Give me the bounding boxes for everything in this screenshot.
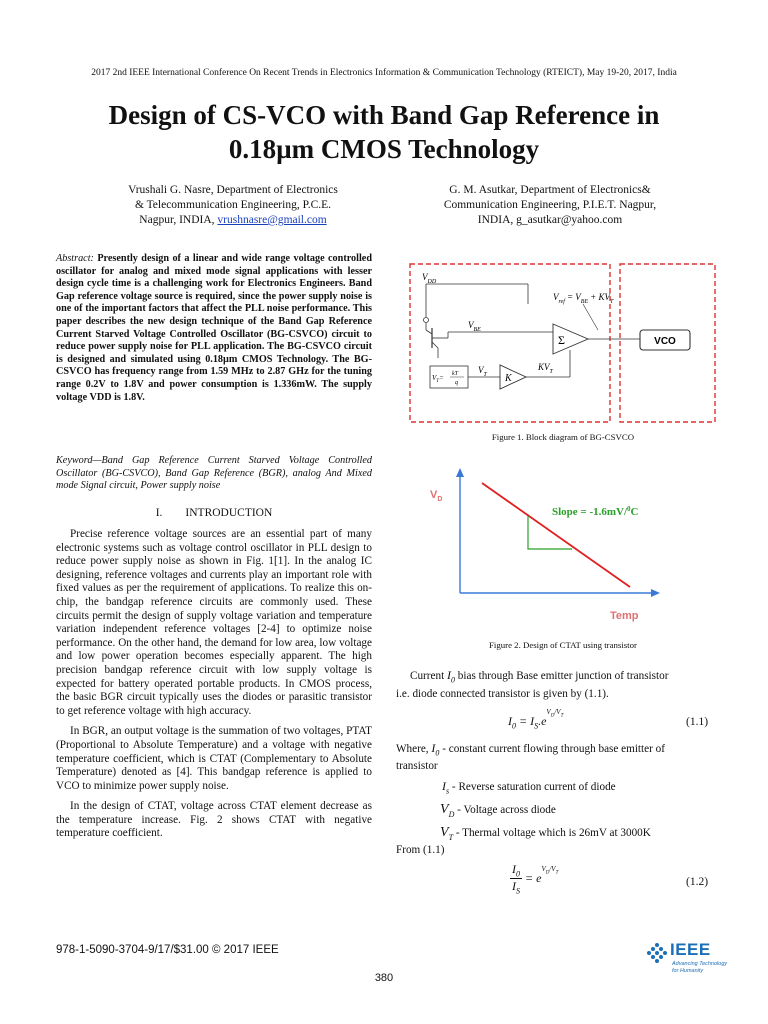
ieee-diamond-icon bbox=[646, 942, 668, 964]
figure-2-ctat-plot bbox=[420, 465, 680, 625]
abstract-label: Abstract: bbox=[56, 253, 94, 264]
vt-equation: $V_T=$ bbox=[432, 374, 444, 384]
y-axis-arrow bbox=[456, 468, 464, 477]
title-line-1: Design of CS-VCO with Band Gap Reference in bbox=[108, 100, 660, 130]
kvt-label: $KV_T$ bbox=[538, 362, 553, 375]
right-text-2: i.e. diode connected transistor is given by (1.1). bbox=[396, 688, 609, 700]
introduction-body bbox=[56, 528, 372, 848]
i0-symbol: $I_0$ bbox=[446, 668, 455, 685]
vt-label: $V_T$ bbox=[478, 365, 487, 378]
author-1 bbox=[88, 183, 378, 228]
vd-definition: $V_D$ - Voltage across diode bbox=[440, 802, 556, 819]
figure-1-block-diagram bbox=[408, 262, 718, 427]
vref-label: $V_{ref} = V_{BE} + KV_T$ bbox=[553, 292, 614, 305]
is-definition: $I_s$ - Reverse saturation current of diode bbox=[442, 779, 616, 796]
page-number: 380 bbox=[374, 972, 394, 984]
ieee-tagline-2: for Humanity bbox=[672, 967, 704, 974]
kt-label: kT bbox=[452, 371, 458, 377]
ieee-tagline bbox=[672, 961, 727, 974]
current-text: Current bbox=[410, 670, 447, 682]
section-title: INTRODUCTION bbox=[185, 507, 273, 519]
gain-k-block bbox=[500, 365, 526, 389]
author-1-line-3 bbox=[88, 213, 378, 228]
abstract-text: Presently design of a linear and wide range voltage controlled oscillator for analog and mixed mode signal applications with lesser design cycle time is a challenging work for Electronics Engineers. Band Gap reference voltage source is required, since the power supply noise is one of the important factors that affect the PLL noise performance. This paper describes the new design technique of the Band Gap Reference Current Starved Voltage Controlled Oscillator (BG-CSVCO) circuit to reduce power supply noise for PLL application. The BG-CSVCO circuit is designed and simulated using 0.18µm CMOS Technology. The BG-CSVCO has frequency range from 1.59 MHz to 2.87 GHz for the tuning range 0.2V to 1.8V and power consumption is 1.336mW. The supply voltage VDD is 1.8V. bbox=[56, 253, 372, 403]
intro-paragraph-3: In the design of CTAT, voltage across CTAT element decrease as the temperature increase. Fig. 2 shows CTAT with negative temperature coefficient. bbox=[56, 800, 372, 840]
equation-1-2-number: (1.2) bbox=[686, 876, 709, 888]
x-axis-label: Temp bbox=[610, 610, 639, 622]
vco-label: VCO bbox=[654, 336, 676, 347]
vbe-label: $V_{BE}$ bbox=[468, 320, 481, 333]
author-2 bbox=[400, 183, 700, 228]
author-1-line-1: Vrushali G. Nasre, Department of Electronics bbox=[128, 184, 338, 196]
i0-symbol-2: $I_0$ bbox=[431, 741, 440, 758]
author-1-location: Nagpur, INDIA, bbox=[139, 214, 218, 226]
intro-paragraph-1: Precise reference voltage sources are an essential part of many electronic systems such as voltage control oscillator in PLL design to reduce power supply noise as shown in Fig. 1[1]. In the analog IC designing, reference voltages and currents play an important role with fixed values as per the requirement of applications. To realize this on-chip, the bandgap reference circuits are commonly used. These circuits permit the design of supply voltage variation and temperature variation independent reference voltages [2-4] to optimize noise performance. On the other hand, the demand for low area, low voltage and low power operation becomes especially apparent. The high precision bandgap reference circuit with low supply voltage is expected for battery operated portable products. In CMOS process, the basic BGR circuit typically uses the diodes or parasitic transistor to get reference voltage with high accuracy. bbox=[56, 528, 372, 717]
x-axis-arrow bbox=[651, 589, 660, 597]
where-definition: - constant current flowing through base emitter of bbox=[439, 743, 665, 755]
bgr-dashed-box bbox=[410, 264, 610, 422]
bias-text: bias through Base emitter junction of transistor bbox=[454, 670, 669, 682]
conference-header: 2017 2nd IEEE International Conference On Recent Trends in Electronics Information & Communication Technology (RTEICT), May 19-20, 2017, India bbox=[91, 68, 677, 78]
ieee-tagline-1: Advancing Technology bbox=[672, 961, 728, 967]
author-1-line-2: & Telecommunication Engineering, P.C.E. bbox=[134, 199, 332, 211]
equation-1-2: $\frac{I_0}{I_S}$ = $e^{V_D/V_T}$ bbox=[512, 862, 559, 896]
figure-2-caption: Figure 2. Design of CTAT using transistor bbox=[489, 640, 637, 650]
author-2-line-3: INDIA, g_asutkar@yahoo.com bbox=[477, 214, 623, 226]
keywords: Keyword—Band Gap Reference Current Starved Voltage Controlled Oscillator (BG-CSVCO), Band Gap Reference (BGR), analog And Mixed mode Signal circuit, Power supply noise bbox=[56, 455, 372, 492]
from-line: From (1.1) bbox=[396, 844, 445, 856]
author-2-line-2: Communication Engineering, P.I.E.T. Nagpur, bbox=[443, 199, 657, 211]
ieee-wordmark: IEEE bbox=[670, 940, 711, 959]
where-line-2: transistor bbox=[396, 760, 438, 772]
paper-title bbox=[40, 98, 728, 166]
isbn-footer: 978-1-5090-3704-9/17/$31.00 © 2017 IEEE bbox=[56, 944, 279, 956]
abstract bbox=[56, 253, 372, 404]
equation-1-1: $I_0 = I_S.e^{V_D/V_T}$ bbox=[508, 708, 564, 731]
where-line bbox=[396, 740, 726, 761]
vdd-label: $V_{DD}$ bbox=[422, 272, 437, 285]
slope-label: Slope = -1.6mV/$^0$C bbox=[552, 505, 639, 518]
author-2-line-1: G. M. Asutkar, Department of Electronics& bbox=[449, 184, 651, 196]
vt-definition: $V_T$ - Thermal voltage which is 26mV at 3000K bbox=[440, 825, 651, 842]
intro-paragraph-2: In BGR, an output voltage is the summation of two voltages, PTAT (Proportional to Absolute Temperature) and a voltage with negative temperature coefficient, which is CTAT (Complementary to Absolute Temperature) denoted as [4]. This bandgap reference is applied to VCO to minimize power supply noise. bbox=[56, 725, 372, 792]
where-text: Where, bbox=[396, 743, 432, 755]
figure-1-caption: Figure 1. Block diagram of BG-CSVCO bbox=[491, 432, 635, 442]
section-heading-introduction bbox=[56, 507, 372, 519]
sigma-symbol: Σ bbox=[558, 333, 565, 347]
section-number: I. bbox=[155, 507, 163, 519]
ctat-line bbox=[482, 483, 630, 587]
title-line-2: 0.18µm CMOS Technology bbox=[228, 134, 540, 164]
q-label: q bbox=[455, 380, 458, 386]
k-label: K bbox=[505, 373, 512, 384]
y-axis-label: $V_D$ bbox=[430, 489, 443, 503]
author-1-email-link[interactable]: vrushnasre@gmail.com bbox=[217, 214, 327, 226]
equation-1-1-number: (1.1) bbox=[686, 716, 709, 728]
